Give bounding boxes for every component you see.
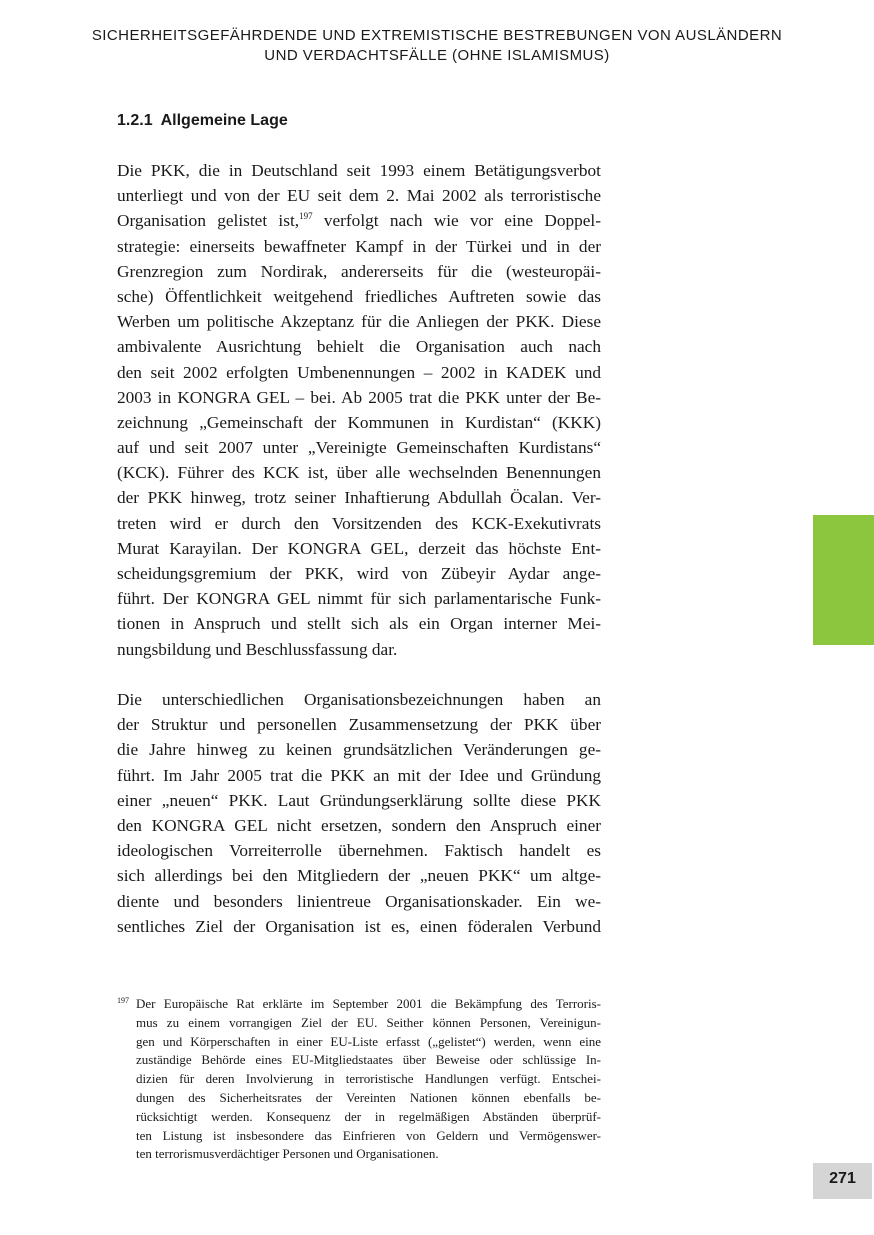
section-title: Allgemeine Lage [160,112,288,129]
text-line: zeichnung „Gemeinschaft der Kommunen in Kurdistan“ (KKK) [117,412,601,432]
text-line: den KONGRA GEL nicht ersetzen, sondern den Anspruch einer [117,815,601,835]
paragraph-1 [117,158,601,662]
text-line: 2003 in KONGRA GEL – bei. Ab 2005 trat die PKK unter der Be- [117,387,601,407]
text-line: führt. Im Jahr 2005 trat die PKK an mit der Idee und Gründung [117,765,601,785]
footnote-line: gen und Körperschaften in einer EU-Liste erfasst („gelistet“) werden, wenn eine [136,1033,601,1049]
running-head-line-1: SICHERHEITSGEFÄHRDENDE UND EXTREMISTISCHE BESTREBUNGEN VON AUSLÄNDERN [91,27,783,44]
text-line: Grenzregion zum Nordirak, andererseits für die (westeuropäi- [117,261,601,281]
text-line: Die unterschiedlichen Organisationsbezeichnungen haben an [117,690,601,709]
text-line-with-footnote-ref: Organisation gelistet ist,$^{197}$ verfolgt nach wie vor eine Doppel- [117,211,601,231]
text-line: Die PKK, die in Deutschland seit 1993 einem Betätigungsverbot [117,161,601,180]
text-line: der Struktur und personellen Zusammensetzung der PKK über [117,715,601,735]
footnote-line: dungen des Sicherheitsrates der Vereinten Nationen können ebenfalls be- [136,1089,601,1105]
paragraph-2 [117,687,601,939]
section-heading [117,111,288,131]
text-line: (KCK). Führer des KCK ist, über alle wechselnden Benennungen [117,463,601,483]
footnote [117,995,601,1164]
text-line: sentliches Ziel der Organisation ist es, einen föderalen Verbund [117,916,601,936]
chapter-thumb-tab [813,515,874,645]
footnote-text [136,995,601,1164]
text-line: führt. Der KONGRA GEL nimmt für sich parlamentarische Funk- [117,589,601,609]
footnote-line: ten terrorismusverdächtiger Personen und Organisationen. [136,1146,439,1162]
text-line: strategie: einerseits bewaffneter Kampf in der Türkei und in der [117,236,601,256]
text-line: ambivalente Ausrichtung behielt die Organisation auch nach [117,337,601,357]
footnote-line: rücksichtigt werden. Konsequenz der in regelmäßigen Abständen überprüf- [136,1108,601,1124]
footnote-line: ten Listung ist insbesondere das Einfrieren von Geldern und Vermögenswer- [136,1127,601,1143]
text-line: unterliegt und von der EU seit dem 2. Mai 2002 als terroristische [117,186,601,206]
text-line: tionen in Anspruch und stellt sich als ein Organ interner Mei- [117,614,601,634]
footnote-line: Der Europäische Rat erklärte im September 2001 die Bekämpfung des Terroris- [136,996,601,1011]
text-line: Murat Karayilan. Der KONGRA GEL, derzeit das höchste Ent- [117,538,601,558]
text-line: diente und besonders linientreue Organisationskader. Ein we- [117,891,601,911]
section-number: 1.2.1 [117,112,153,129]
footnote-marker: 197 [117,996,129,1005]
running-head-line-2: UND VERDACHTSFÄLLE (OHNE ISLAMISMUS) [264,47,610,64]
footnote-line: dizien für deren Involvierung in terroristische Handlungen verfügt. Entschei- [136,1071,601,1087]
text-line: der PKK hinweg, trotz seiner Inhaftierung Abdullah Öcalan. Ver- [117,488,601,508]
text-line: den seit 2002 erfolgten Umbenennungen – 2002 in KADEK und [117,362,601,382]
running-head [0,26,874,66]
text-line: treten wird er durch den Vorsitzenden des KCK-Exekutivrats [117,513,601,533]
text-line: Werben um politische Akzeptanz für die Anliegen der PKK. Diese [117,312,601,332]
text-line: nungsbildung und Beschlussfassung dar. [117,639,398,659]
text-line: auf und seit 2007 unter „Vereinigte Gemeinschaften Kurdistans“ [117,438,601,458]
page-number: 271 [813,1163,872,1199]
footnote-line: zuständige Behörde eines EU-Mitgliedstaates über Beweise oder schlüssige In- [136,1052,601,1068]
text-line: sche) Öffentlichkeit weitgehend friedliches Auftreten sowie das [117,286,601,306]
text-line: ideologischen Vorreiterrolle übernehmen. Faktisch handelt es [117,841,601,861]
text-line: scheidungsgremium der PKK, wird von Zübeyir Aydar ange- [117,564,601,583]
footnote-reference[interactable]: 197 [299,211,313,222]
text-line: einer „neuen“ PKK. Laut Gründungserklärung sollte diese PKK [117,790,601,810]
footnote-line: mus zu einem vorrangigen Ziel der EU. Seither können Personen, Vereinigun- [136,1014,601,1030]
text-line: die Jahre hinweg zu keinen grundsätzlichen Veränderungen ge- [117,740,601,760]
text-line: sich allerdings bei den Mitgliedern der „neuen PKK“ um altge- [117,866,601,886]
